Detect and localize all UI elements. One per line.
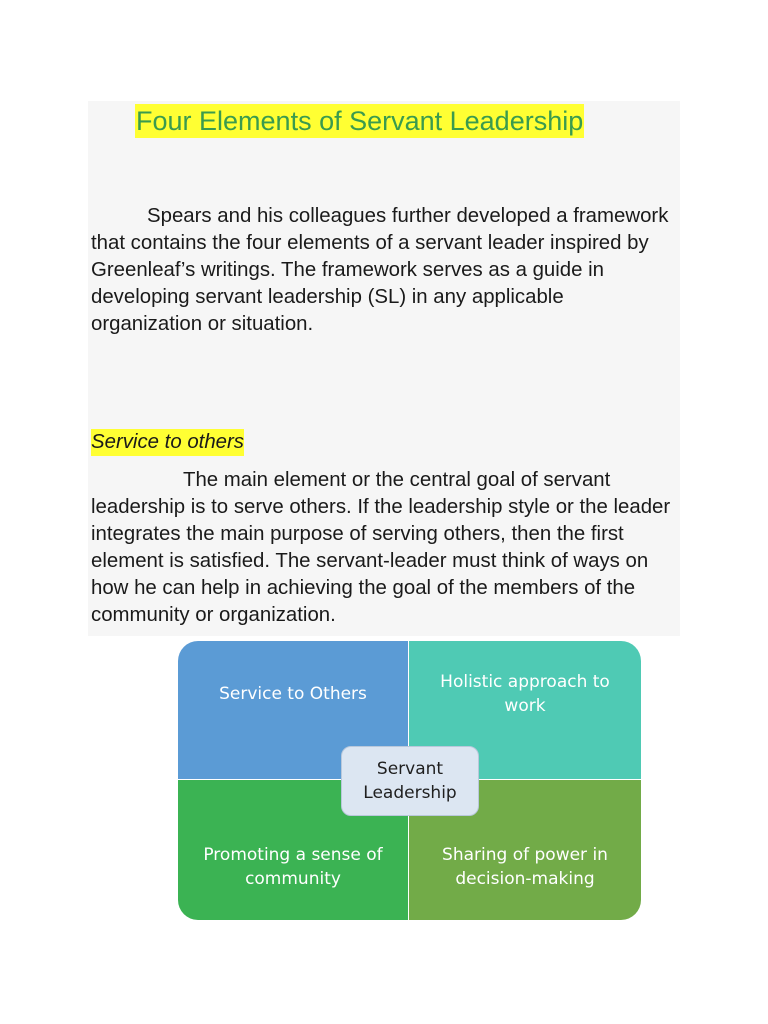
quadrant-label: Service to Others: [219, 684, 367, 704]
diagram-center-node: [341, 746, 479, 816]
section-heading: Service to others: [91, 429, 244, 456]
center-label: Servant Leadership: [363, 759, 457, 803]
quadrant-label: Promoting a sense of community: [203, 845, 383, 889]
section-paragraph: The main element or the central goal of servant leadership is to serve others. If the leadership style or the leader integrates the main purpose of serving others, then the first element is satisfied. The servant-leader must think of ways on how he can help in achieving the goal of the members of the community or organization.: [91, 469, 671, 626]
quadrant-label: Holistic approach to work: [440, 672, 610, 716]
page-title: Four Elements of Servant Leadership: [136, 106, 584, 136]
intro-paragraph: Spears and his colleagues further developed a framework that contains the four elements of a servant leader inspired by Greenleaf’s writings. The framework serves as a guide in developing servant leadership (SL) in any applicable organization or situation.: [91, 205, 669, 335]
quadrant-label: Sharing of power in decision-making: [442, 845, 608, 889]
